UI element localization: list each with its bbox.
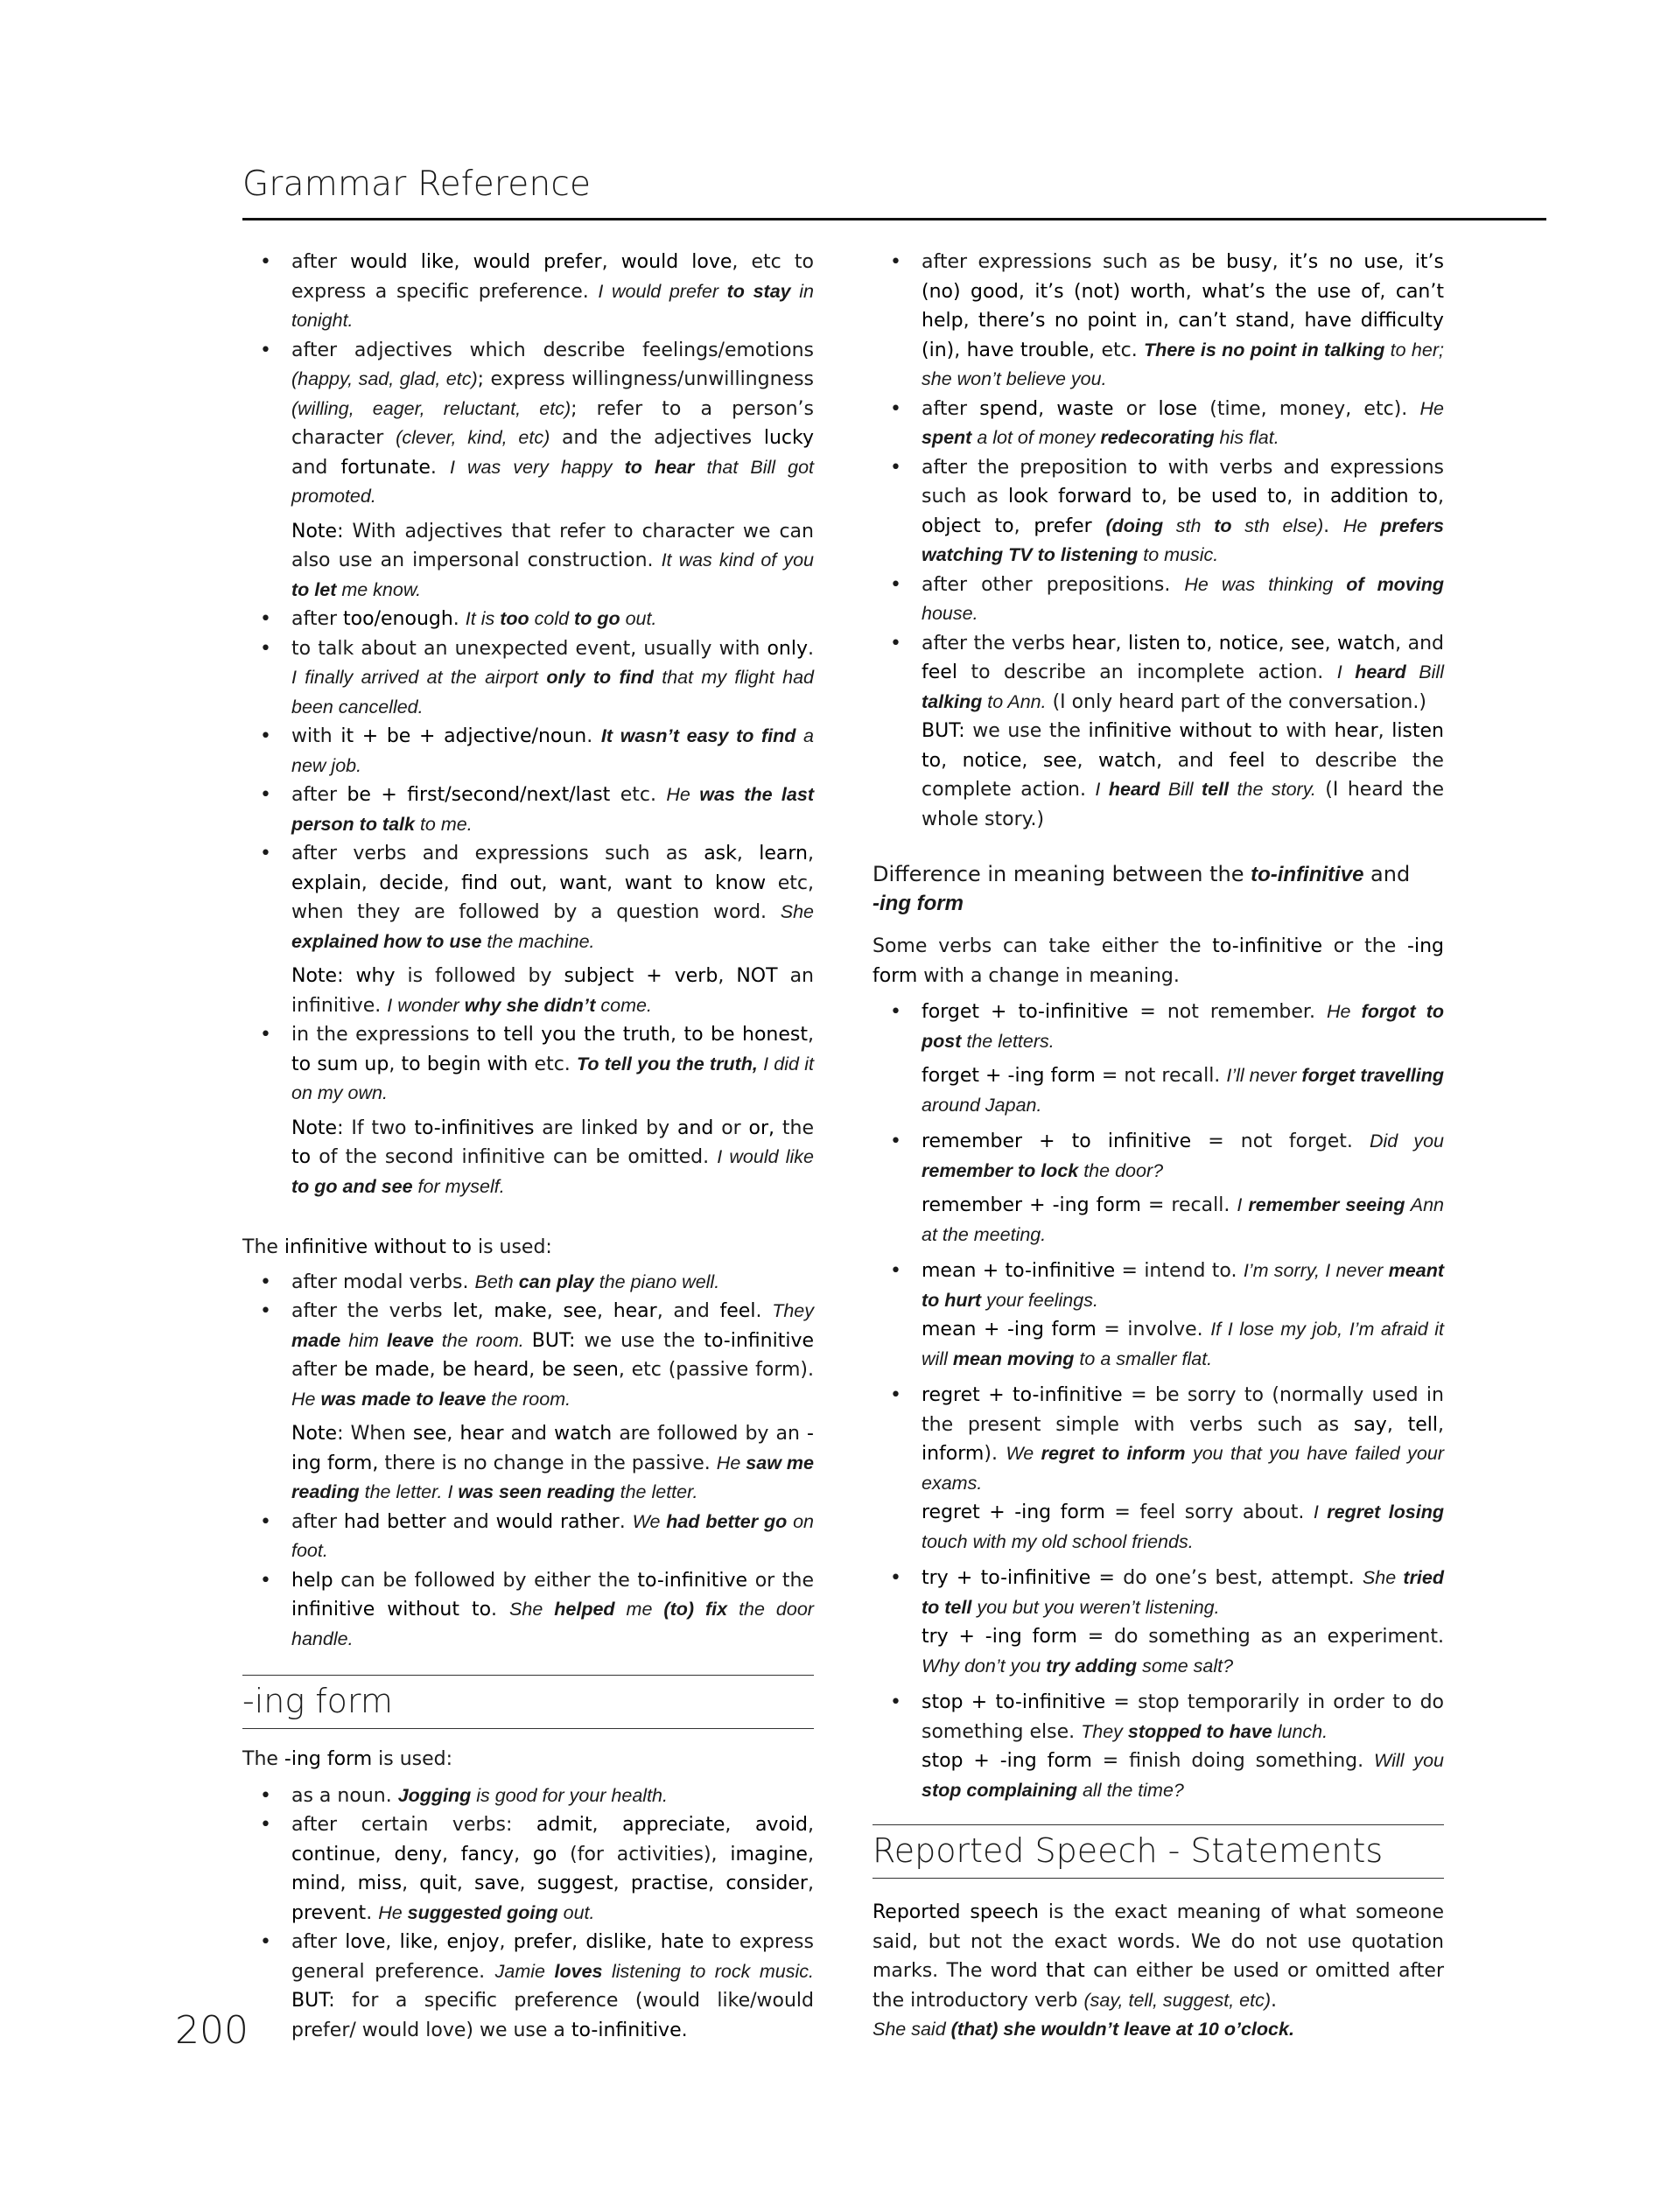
ing-form-uses-list [242, 1782, 814, 2046]
section-heading-reported-speech: Reported Speech - Statements [873, 1824, 1444, 1879]
list-item: • help can be followed by either the to-infinitive or the infinitive without to. She helped me (to) fix the door handle. [242, 1566, 814, 1655]
list-item: • regret + to-infinitive = be sorry to (normally used in the present simple with verbs such as say, tell, inform). We regret to inform you that you have failed your exams. regret + -ing form = feel sorry about. I regret losing touch with my old school friends. [873, 1381, 1444, 1557]
list-item: • after spend, waste or lose (time, money, etc). He spent a lot of money redecorating his flat. [873, 395, 1444, 453]
difference-list [873, 998, 1444, 1805]
list-item: • stop + to-infinitive = stop temporarily in order to do something else. They stopped to have lunch. stop + -ing form = finish doing something. Will you stop complaining all the time? [873, 1688, 1444, 1805]
section-heading-ing-form: -ing form [242, 1675, 814, 1729]
list-item: • after verbs and expressions such as ask, learn, explain, decide, find out, want, want to know etc, when they are followed by a question word. She explained how to use the machine. Note: why is followed by subject + verb, NOT an infinitive. I wonder why she didn’t come. [242, 839, 814, 1020]
note: Note: If two to-infinitives are linked by and or or, the to of the second infinitive can be omitted. I would like to go and see for myself. [291, 1116, 814, 1197]
contrast-line: stop + -ing form = finish doing something. Will you stop complaining all the time? [922, 1750, 1445, 1801]
reported-speech-example: She said (that) she wouldn’t leave at 10 o’clock. [873, 2019, 1294, 2040]
ing-form-uses-list-continued [873, 248, 1444, 834]
list-item: • forget + to-infinitive = not remember. He forgot to post the letters. forget + -ing form = not recall. I’ll never forget travelling around Japan. [873, 998, 1444, 1120]
list-item: • after certain verbs: admit, appreciate, avoid, continue, deny, fancy, go (for activities), imagine, mind, miss, quit, save, suggest, practise, consider, prevent. He suggested going out. [242, 1810, 814, 1928]
contrast-line: try + -ing form = do something as an experiment. Why don’t you try adding some salt? [922, 1626, 1444, 1676]
list-item: • in the expressions to tell you the truth, to be honest, to sum up, to begin with etc. To tell you the truth, I did it on my own. Note: If two to-infinitives are linked by and or or, the to of the second infinitive can be omitted. I would like to go and see for myself. [242, 1020, 814, 1201]
list-item: • after love, like, enjoy, prefer, dislike, hate to express general preference. Jamie loves listening to rock music. BUT: for a specific preference (would like/would prefer/ would love) we use a to-infinitive. [242, 1928, 814, 2045]
list-item: • after be + first/second/next/last etc. He was the last person to talk to me. [242, 780, 814, 839]
note: Note: why is followed by subject + verb, NOT an infinitive. I wonder why she didn’t come. [291, 965, 814, 1017]
bare-infinitive-intro: The infinitive without to is used: [242, 1236, 552, 1258]
list-item: • after modal verbs. Beth can play the piano well. [242, 1268, 814, 1298]
list-item: • after too/enough. It is too cold to go out. [242, 605, 814, 634]
page-number: 200 [175, 2008, 249, 2053]
page-title: Grammar Reference [242, 164, 592, 204]
contrast-line: mean + -ing form = involve. If I lose my job, I’m afraid it will mean moving to a smaller flat. [922, 1319, 1444, 1369]
list-item: • after would like, would prefer, would love, etc to express a specific preference. I would prefer to stay in tonight. [242, 248, 814, 336]
left-column [242, 248, 814, 2045]
list-item: • after the verbs hear, listen to, notice, see, watch, and feel to describe an incomplete action. I heard Bill talking to Ann. (I only heard part of the conversation.) BUT: we use the infinitive without to with hear, listen to, notice, see, watch, and feel to describe the complete action. I heard Bill tell the story. (I heard the whole story.) [873, 629, 1444, 835]
list-item: • after the preposition to with verbs and expressions such as look forward to, be used to, in addition to, object to, prefer (doing sth to sth else). He prefers watching TV to listening to music. [873, 453, 1444, 570]
list-item: • remember + to infinitive = not forget. Did you remember to lock the door? remember + -ing form = recall. I remember seeing Ann at the meeting. [873, 1127, 1444, 1250]
contrast-line: forget + -ing form = not recall. I’ll never forget travelling around Japan. [922, 1065, 1445, 1116]
list-item: • after had better and would rather. We had better go on foot. [242, 1508, 814, 1566]
contrast-line: remember + -ing form = recall. I remember seeing Ann at the meeting. [922, 1194, 1445, 1245]
difference-intro: Some verbs can take either the to-infinitive or the -ing form with a change in meaning. [873, 935, 1445, 987]
list-item: • after adjectives which describe feelings/emotions (happy, sad, glad, etc); express willingness/unwillingness (willing, eager, reluctant, etc); refer to a person’s character (clever, kind, etc) and the adjectives lucky and fortunate. I was very happy to hear that Bill got promoted. Note: With adjectives that refer to character we can also use an impersonal construction. It was kind of you to let me know. [242, 336, 814, 606]
contrast-line: regret + -ing form = feel sorry about. I regret losing touch with my old school friends. [922, 1502, 1445, 1552]
ing-form-intro: The -ing form is used: [242, 1748, 453, 1770]
title-rule [242, 218, 1546, 220]
to-infinitive-uses-list [242, 248, 814, 1201]
list-item: • mean + to-infinitive = intend to. I’m sorry, I never meant to hurt your feelings. mean + -ing form = involve. If I lose my job, I’m afraid it will mean moving to a smaller flat. [873, 1256, 1444, 1374]
list-item: • try + to-infinitive = do one’s best, attempt. She tried to tell you but you weren’t listening. try + -ing form = do something as an experiment. Why don’t you try adding some salt? [873, 1564, 1444, 1681]
list-item: • after other prepositions. He was thinking of moving house. [873, 570, 1444, 629]
bare-infinitive-list [242, 1268, 814, 1655]
but-note: BUT: we use the infinitive without to with hear, listen to, notice, see, watch, and feel to describe the complete action. I heard Bill tell the story. (I heard the whole story.) [922, 720, 1444, 830]
list-item: • as a noun. Jogging is good for your health. [242, 1782, 814, 1811]
difference-heading: Difference in meaning between the to-infinitive and -ing form [873, 862, 1411, 915]
reported-speech-paragraph: Reported speech is the exact meaning of what someone said, but not the exact words. We do not use quotation marks. The word that can either be used or omitted after the introductory verb (say, tell, suggest, etc). [873, 1901, 1445, 2012]
right-column [873, 248, 1444, 2045]
list-item: • with it + be + adjective/noun. It wasn’t easy to find a new job. [242, 722, 814, 780]
list-item: • after the verbs let, make, see, hear, and feel. They made him leave the room. BUT: we use the to-infinitive after be made, be heard, be seen, etc (passive form). He was made to leave the room. Note: When see, hear and watch are followed by an -ing form, there is no change in the passive. He saw me reading the letter. I was seen reading the letter. [242, 1297, 814, 1508]
note: Note: When see, hear and watch are followed by an -ing form, there is no change in the passive. He saw me reading the letter. I was seen reading the letter. [291, 1423, 814, 1502]
list-item: • after expressions such as be busy, it’s no use, it’s (no) good, it’s (not) worth, what’s the use of, can’t help, there’s no point in, can’t stand, have difficulty (in), have trouble, etc. There is no point in talking to her; she won’t believe you. [873, 248, 1444, 395]
note: Note: With adjectives that refer to character we can also use an impersonal construction. It was kind of you to let me know. [291, 520, 814, 600]
list-item: • to talk about an unexpected event, usually with only. I finally arrived at the airport only to find that my flight had been cancelled. [242, 634, 814, 723]
